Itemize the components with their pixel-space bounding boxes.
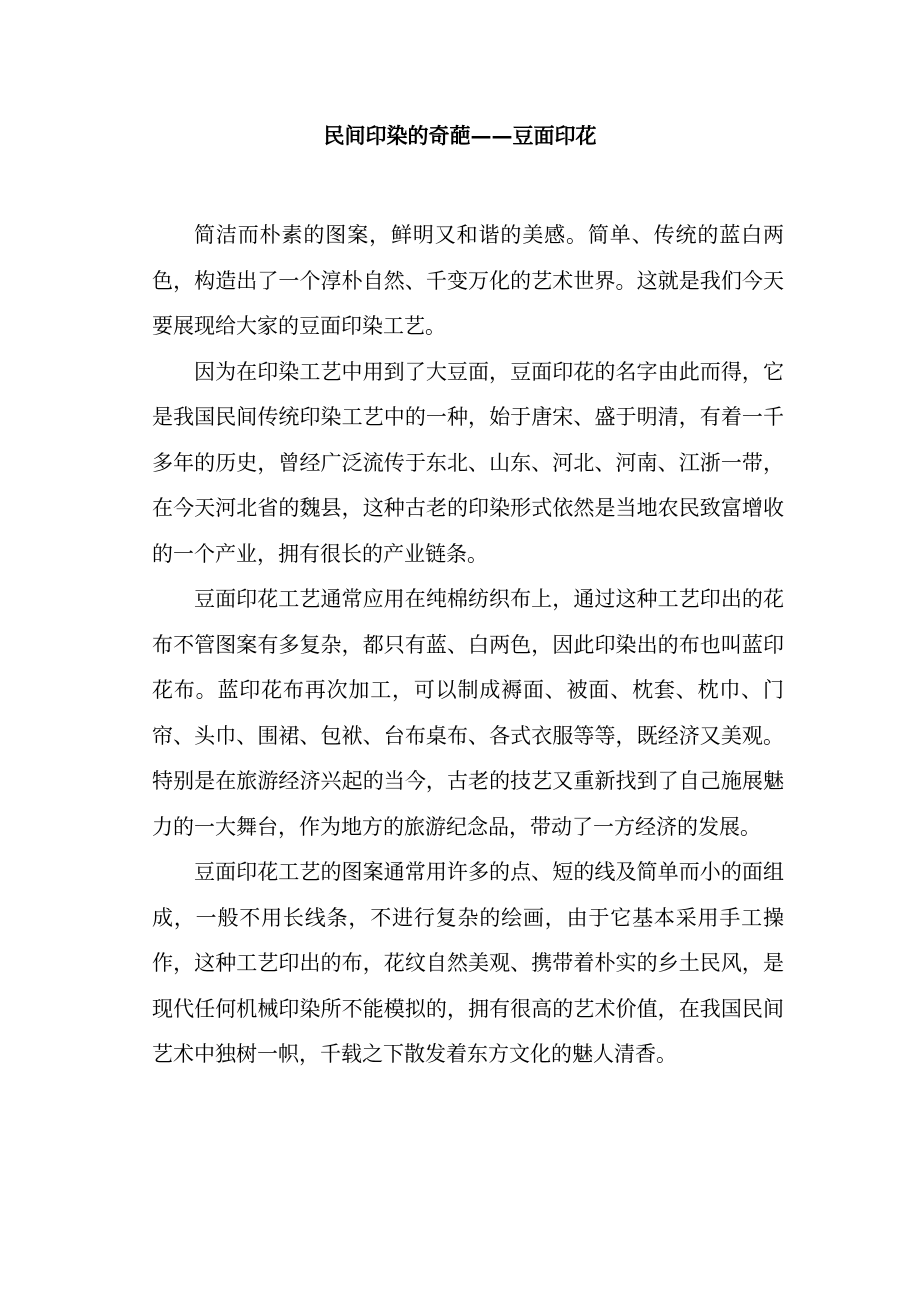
paragraph-1: 简洁而朴素的图案，鲜明又和谐的美感。简单、传统的蓝白两色，构造出了一个淳朴自然、千变万化的艺术世界。这就是我们今天要展现给大家的豆面印染工艺。 bbox=[152, 223, 784, 338]
paragraph-3: 豆面印花工艺通常应用在纯棉纺织布上，通过这种工艺印出的花布不管图案有多复杂，都只有蓝、白两色，因此印染出的布也叫蓝印花布。蓝印花布再次加工，可以制成褥面、被面、枕套、枕巾、门帘、头巾、围裙、包袱、台布桌布、各式衣服等等，既经济又美观。特别是在旅游经济兴起的当今，古老的技艺又重新找到了自己施展魅力的一大舞台，作为地方的旅游纪念品，带动了一方经济的发展。 bbox=[152, 587, 784, 839]
document-body bbox=[152, 213, 784, 1078]
document-title: 民间印染的奇葩——豆面印花 bbox=[323, 123, 597, 148]
paragraph-4: 豆面印花工艺的图案通常用许多的点、短的线及简单而小的面组成，一般不用长线条，不进行复杂的绘画，由于它基本采用手工操作，这种工艺印出的布，花纹自然美观、携带着朴实的乡土民风，是现代任何机械印染所不能模拟的，拥有很高的艺术价值，在我国民间艺术中独树一帜，千载之下散发着东方文化的魅人清香。 bbox=[152, 860, 784, 1066]
paragraph-2: 因为在印染工艺中用到了大豆面，豆面印花的名字由此而得，它是我国民间传统印染工艺中的一种，始于唐宋、盛于明清，有着一千多年的历史，曾经广泛流传于东北、山东、河北、河南、江浙一带，在今天河北省的魏县，这种古老的印染形式依然是当地农民致富增收的一个产业，拥有很长的产业链条。 bbox=[152, 359, 784, 566]
